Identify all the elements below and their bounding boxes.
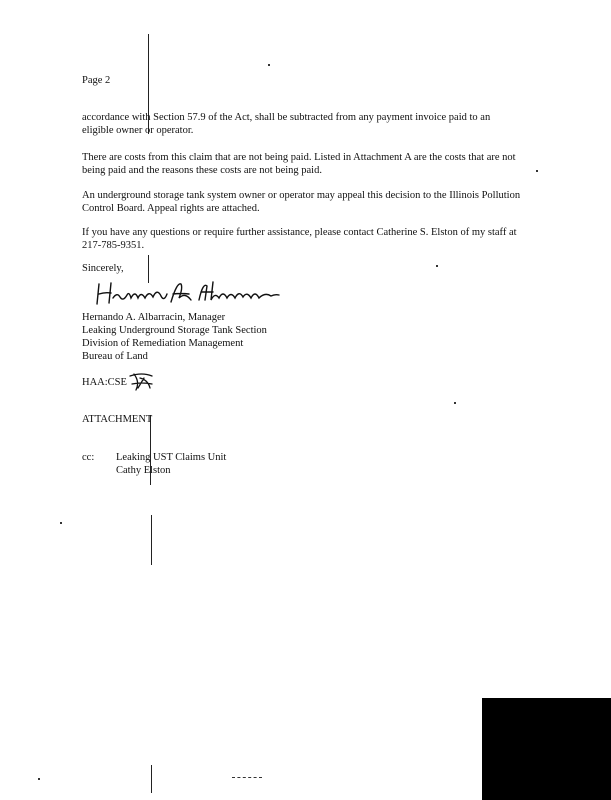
paragraph-appeal: An underground storage tank system owner or operator may appeal this decision to the Illinois Pollution Control Board. Appeal rights are attached. [82,190,521,214]
scan-speck [60,522,62,524]
cc-recipient-unit: Leaking UST Claims Unit [116,452,227,463]
black-redaction-box [482,698,611,800]
scan-dash [232,777,262,778]
scan-speck [268,64,270,66]
signatory-bureau: Bureau of Land [82,351,148,362]
signatory-section: Leaking Underground Storage Tank Section [82,325,267,336]
signatory-name: Hernando A. Albarracin, Manager [82,312,226,323]
scan-artifact-line-bottom [151,765,152,793]
cc-recipient-person: Cathy Elston [116,465,171,476]
cc-label: cc: [82,452,95,463]
scan-speck [436,265,438,267]
paragraph-payment-deduction: accordance with Section 57.9 of the Act, shall be subtracted from any payment invoice paid to an eligible owner or operator. [82,112,491,136]
signatory-division: Division of Remediation Management [82,338,244,349]
scan-speck [454,402,456,404]
paragraph-costs-not-paid: There are costs from this claim that are not being paid. Listed in Attachment A are the costs that are not being paid and the reasons these costs are not being paid. [82,152,516,176]
scan-speck [38,778,40,780]
page-number: Page 2 [82,75,111,86]
reference-initials: HAA:CSE [82,377,127,388]
closing: Sincerely, [82,263,124,274]
scan-artifact-line-lower [151,515,152,565]
attachment-label: ATTACHMENT [82,414,153,425]
paragraph-contact: If you have any questions or require further assistance, please contact Catherine S. Elston of my staff at 217-785-9351. [82,227,517,251]
scan-speck [536,170,538,172]
handwritten-initials-mark [128,370,156,392]
handwritten-signature [95,278,285,308]
